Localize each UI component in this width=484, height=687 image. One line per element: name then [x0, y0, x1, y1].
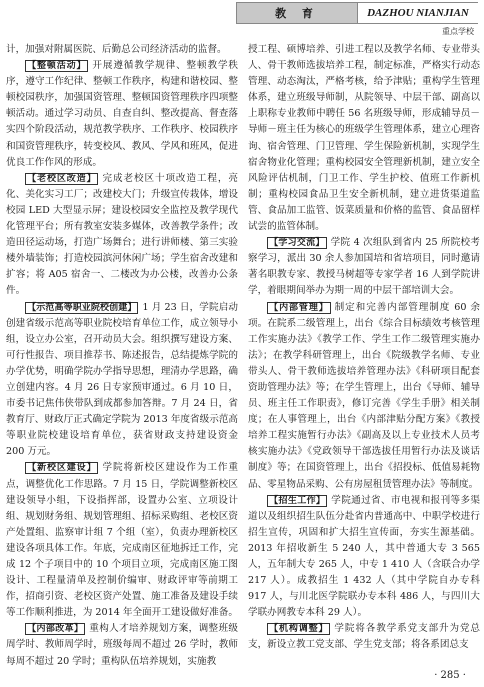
section-heading: 【老校区改造】: [27, 173, 97, 184]
section-body: 学院通过省、市电视和报刊等多渠道以及组织招生队伍分赴省内普通高中、中职学校进行招生宣传，巩固和扩大招生宣传面，夯实生源基础。2013 年招收新生 5 240 人，其中普通大专 3 565 人，五年制大专 265 人，中专 1 410 人（含联合办学 217 人）。成教招生 1 432 人（其中学院自办专科 917 人，与川北医学院联办专本科 486 人，与四川大学联办网教专本科 29 人）。: [248, 494, 480, 619]
section-heading: 【示范高等职业院校创建】: [27, 302, 137, 313]
section-heading: 【学习交流】: [269, 238, 325, 249]
section-body: 学院 4 次组队到省内 25 所院校考察学习，派出 30 余人参加国培和省培项目，同时邀请著名职教专家、教授马树超等专家学者 16 人到学院讲学，着眼期间举办为期一周的中层干部培训大会。: [248, 237, 480, 297]
section-neibu-guanli: [248, 300, 480, 493]
section-shifan: [6, 300, 238, 461]
section-jigou: [248, 621, 480, 653]
section-body: 制定和完善内部管理制度 60 余项。在院系二级管理上，出台《综合目标绩效考核管理工作实施办法》《教学工作、学生工作二级管理实施办法》；在教学科研管理上，出台《院级教学名师、专业带头人、骨干教师选拔培养管理办法》《科研项目配套资助管理办法》等；在学生管理上，出台《导师、辅导员、班主任工作职责》，修订完善《学生手册》相关制度；在人事管理上，出台《内部津贴分配方案》《教授培养工程实施暂行办法》《副高及以上专业技术人员考核实施办法》《党政领导干部选拔任用暂行办法及谈话制度》等；在国资管理上，出台《招投标、低值易耗物品、零星物品采购、公有房屋租赁管理办法》等制度。: [248, 301, 480, 490]
section-neibu-gaige: [6, 621, 238, 669]
section-body: 重构人才培养规划方案，调整班级周学时、教师周学时，班级每周不超过 26 学时，教师每周不超过 20 学时；重构队伍培养规划，实施教: [6, 623, 238, 667]
page-number: · 285 ·: [434, 670, 466, 681]
section-heading: 【整顿活动】: [27, 61, 87, 72]
running-header: [236, 2, 478, 24]
section-xinxiaoqu: [6, 460, 238, 621]
section-xuexi: [248, 235, 480, 299]
section-heading: 【内部改革】: [27, 624, 84, 635]
section-heading: 【内部管理】: [269, 302, 329, 313]
section-subtitle: 重点学校: [442, 27, 474, 36]
section-zhengdun: [6, 58, 238, 171]
section-zhaosheng: [248, 493, 480, 622]
section-body: 开展遵循教学规律、整顿教学秩序，遵守工作纪律、整顿工作秩序，构建和谐校园、整顿校园秩序，加强国资管理、整顿国资管理秩序四项整顿活动。通过学习动员、自查自纠、整改提高、督查落实四个阶段活动，规范教学秩序、工作秩序、校园秩序和国资管理秩序，转变校风、教风、学风和班风，促进优良工作作风的形成。: [6, 60, 238, 168]
publication-title: DAZHOU NIANJIAN: [358, 2, 478, 24]
section-body: 完成老校区十项改造工程，亮化、美化实习工厂；改建校大门；升级宣传栽体，增设校园 LED 大型显示屏；建设校园安全监控及教学现代化管理平台；所有教室安装多媒体，改善教学条件；改造田径运动场，打造广场舞台；进行讲师楼、第三实验楼外墙装饰；打造校园滨河休闲广场；学生宿舍改建和扩容；将 A05 宿舍一、二楼改为办公楼，改善办公条件。: [6, 172, 238, 297]
section-heading: 【招生工作】: [269, 495, 326, 506]
section-heading: 【新校区建设】: [27, 463, 97, 474]
section-body: 学院将新校区建设作为工作重点，调整优化工作思路。7 月 15 日，学院调整新校区建设领导小组，下设指挥部，设置办公室、立项设计组、规划财务组、规划管理组、招标采购组、老校区资产处置组、监察审计组 7 个组（室），负责办理新校区建设各项具体工作。年底，完成南区征地拆迁工作，完成 12 个子项目中的 10 个项目立项，完成南区施工图设计、工程量清单及控制价编审、财政评审等前期工作，招商引资、老校区资产处置、施工准备及建设手续等工作顺利推进，为 2014 年全面开工建设做好准备。: [6, 462, 238, 619]
section-body: 1 月 23 日，学院启动创建省级示范高等职业院校培育单位工作，成立领导小组，设立办公室，召开动员大会。组织撰写建设方案、可行性报告、项目推荐书、陈述报告，总结提炼学院的办学优势，明确学院办学指导思想，理清办学思路，确立创建内容。4 月 26 日专家预审通过。6 月 10 日，市委书记焦伟侠带队到成都参加答辩。7 月 24 日，省教育厅、财政厅正式确定学院为 2013 年度省级示范高等职业院校建设培育单位，获省财政支持建设资金 200 万元。: [6, 301, 238, 458]
left-column: [6, 42, 238, 670]
section-title: 教 育: [236, 2, 358, 24]
right-column: [248, 42, 480, 654]
section-heading: 【机构调整】: [269, 624, 329, 635]
paragraph: 计，加强对附属医院、后勤总公司经济活动的监督。: [6, 44, 227, 55]
paragraph: 授工程、硕博培养、引进工程以及教学名师、专业带头人、骨干教师选拔培养工程，制定标准，严格实行动态管理、动态淘汰，严格考核，给予津贴；重构学生管理体系，建立班级导师制，从院领导、中层干部、副高以上职称专业教师中聘任 56 名班级导师，形成辅导员－导师－班主任为核心的班级学生管理体系，建立心理咨询、宿舍管理、门卫管理、学生保险新机制，实现学生宿舍物业化管理；重构校园安全管理新机制，建立安全风险评估机制，门卫工作、学生护校、值班工作新机制；重构校园食品卫生安全新机制，建立进货渠道监管、食品加工监管、饭菜质量和价格的监管、食品留样试尝的监管体制。: [248, 44, 480, 233]
section-laoxiaoqu: [6, 171, 238, 300]
section-body: 学院将各教学系党支部升为党总支，新设立教工党支部、学生党支部；将各系团总支: [248, 623, 480, 651]
